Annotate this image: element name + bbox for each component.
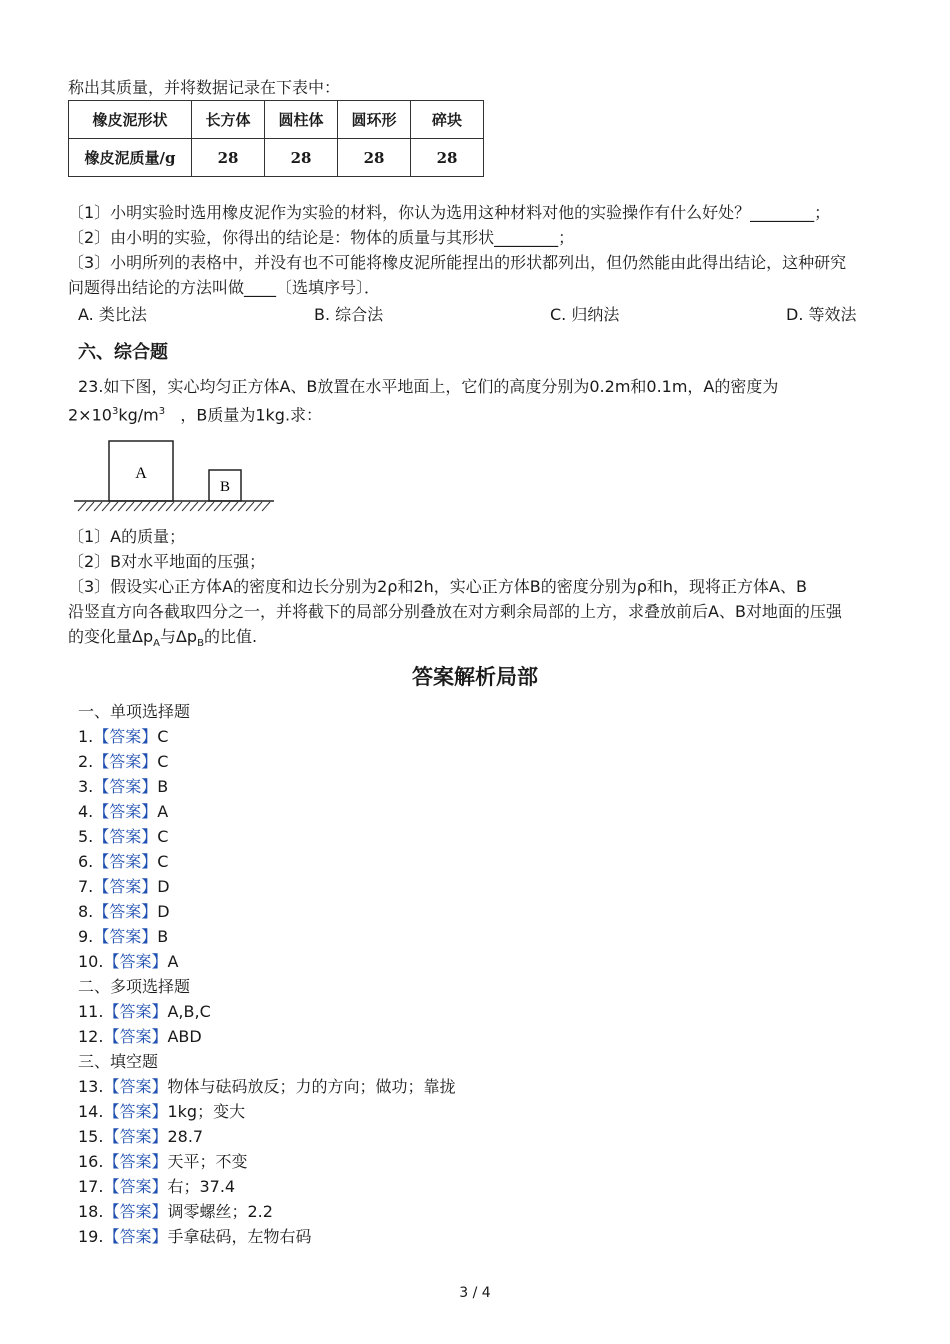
answer-tag: 【答案】 <box>103 1152 168 1171</box>
answer-num: 12. <box>78 1027 104 1046</box>
answer-num: 14. <box>78 1102 104 1121</box>
table-cell: 28 <box>338 139 411 177</box>
q23-text: 与Δp <box>159 627 198 646</box>
answer-tag: 【答案】 <box>93 752 158 771</box>
q23-text: ，B质量为1kg.求： <box>165 405 323 425</box>
answer-tag: 【答案】 <box>103 1202 168 1221</box>
answer-section-heading: 一、单项选择题 <box>78 702 191 721</box>
q23-part3-line1: 〔3〕假设实心正方体A的密度和边长分别为2ρ和2h，实心正方体B的密度分别为ρ和h，现将正方体A、B <box>68 577 807 596</box>
answer-tag: 【答案】 <box>103 952 168 971</box>
cube-b-label: B <box>219 479 231 495</box>
answer-num: 2. <box>78 752 94 771</box>
q23-line1: 23.如下图，实心均匀正方体A、B放置在水平地面上，它们的高度分别为0.2m和0.1m，A的密度为 <box>78 377 779 396</box>
q23-sup: 3 <box>158 406 166 417</box>
answer-num: 10. <box>78 952 104 971</box>
answer-num: 15. <box>78 1127 104 1146</box>
answer-value: D <box>157 902 170 921</box>
answers-title: 答案解析局部 <box>412 665 538 689</box>
answer-row <box>78 1126 203 1148</box>
table-cell: 28 <box>411 139 484 177</box>
ground-hatching <box>78 502 270 511</box>
answer-tag: 【答案】 <box>103 1027 168 1046</box>
answer-row <box>78 1026 202 1048</box>
q22-part3-line1: 〔3〕小明所列的表格中，并没有也不可能将橡皮泥所能捏出的形状都列出，但仍然能由此得出结论，这种研究 <box>68 253 847 272</box>
answer-value: C <box>157 752 169 771</box>
answer-tag: 【答案】 <box>103 1127 168 1146</box>
answer-row <box>78 1226 311 1248</box>
data-table <box>68 100 484 177</box>
q23-line2 <box>68 401 322 426</box>
answer-num: 16. <box>78 1152 104 1171</box>
answer-row <box>78 876 170 898</box>
answer-num: 19. <box>78 1227 104 1246</box>
option-d: D. 等效法 <box>786 305 857 324</box>
option-c: C. 归纳法 <box>550 305 620 324</box>
answer-value: B <box>157 927 169 946</box>
answer-num: 11. <box>78 1002 104 1021</box>
q23-part1: 〔1〕A的质量； <box>68 527 186 546</box>
answer-num: 3. <box>78 777 94 796</box>
answer-tag: 【答案】 <box>93 852 158 871</box>
answer-tag: 【答案】 <box>93 902 158 921</box>
table-cell: 28 <box>265 139 338 177</box>
answer-num: 13. <box>78 1077 104 1096</box>
page-number: 3 / 4 <box>459 1285 491 1301</box>
answer-tag: 【答案】 <box>103 1102 168 1121</box>
answer-row <box>78 951 178 973</box>
q23-text: kg/m <box>118 405 159 425</box>
answer-value: 物体与砝码放反；力的方向；做功；靠拢 <box>167 1077 456 1096</box>
cube-a-label: A <box>135 465 147 482</box>
answer-tag: 【答案】 <box>103 1002 168 1021</box>
answer-value: A <box>167 952 179 971</box>
answer-num: 1. <box>78 727 94 746</box>
table-header-cell: 橡皮泥形状 <box>69 101 192 139</box>
option-b: B. 综合法 <box>314 305 384 324</box>
section-heading: 六、综合题 <box>78 342 168 363</box>
q23-sup: 3 <box>111 406 119 417</box>
answer-value: 调零螺丝；2.2 <box>167 1202 273 1221</box>
answer-value: 1kg；变大 <box>167 1102 246 1121</box>
answer-value: C <box>157 852 169 871</box>
answer-value: C <box>157 827 169 846</box>
q22-part3-line2: 问题得出结论的方法叫做____〔选填序号〕． <box>68 278 381 297</box>
q23-sub: B <box>197 638 204 650</box>
cubes-figure <box>70 436 280 518</box>
table-cell: 圆环形 <box>338 101 411 139</box>
q23-part3-line3 <box>68 626 257 655</box>
answer-row <box>78 851 168 873</box>
answer-tag: 【答案】 <box>93 777 158 796</box>
answer-value: A <box>157 802 169 821</box>
answer-num: 9. <box>78 927 94 946</box>
answer-value: C <box>157 727 169 746</box>
table-cell: 碎块 <box>411 101 484 139</box>
answer-row <box>78 1201 273 1223</box>
answer-num: 7. <box>78 877 94 896</box>
answer-tag: 【答案】 <box>93 927 158 946</box>
answer-row <box>78 801 168 823</box>
answer-tag: 【答案】 <box>103 1227 168 1246</box>
answer-section-heading: 二、多项选择题 <box>78 977 191 996</box>
answer-row <box>78 1176 235 1198</box>
table-header-cell: 橡皮泥质量/g <box>69 139 192 177</box>
answer-row <box>78 726 168 748</box>
answer-value: 右；37.4 <box>167 1177 236 1196</box>
q23-text: 的变化量Δp <box>68 627 154 646</box>
answer-row <box>78 1151 247 1173</box>
answer-num: 18. <box>78 1202 104 1221</box>
answer-num: 4. <box>78 802 94 821</box>
answer-num: 8. <box>78 902 94 921</box>
answer-row <box>78 751 168 773</box>
q23-text: 的比值. <box>203 627 258 646</box>
answer-value: A,B,C <box>167 1002 211 1021</box>
answer-section-heading: 三、填空题 <box>78 1052 159 1071</box>
answer-row <box>78 901 170 923</box>
table-row-shape <box>69 101 484 139</box>
table-cell: 28 <box>192 139 265 177</box>
table-cell: 圆柱体 <box>265 101 338 139</box>
answer-tag: 【答案】 <box>93 727 158 746</box>
q23-text: 2×10 <box>68 405 112 425</box>
q22-part2: 〔2〕由小明的实验，你得出的结论是：物体的质量与其形状________； <box>68 228 575 247</box>
answer-row <box>78 1001 211 1023</box>
q22-part1: 〔1〕小明实验时选用橡皮泥作为实验的材料，你认为选用这种材料对他的实验操作有什么好处？________； <box>68 203 831 222</box>
answer-row <box>78 1101 245 1123</box>
q23-part2: 〔2〕B对水平地面的压强； <box>68 552 266 571</box>
answer-row <box>78 776 168 798</box>
answer-value: 天平；不变 <box>167 1152 248 1171</box>
answer-tag: 【答案】 <box>93 877 158 896</box>
answer-num: 17. <box>78 1177 104 1196</box>
answer-value: 28.7 <box>167 1127 204 1146</box>
answer-row <box>78 826 168 848</box>
answer-tag: 【答案】 <box>93 802 158 821</box>
q23-part3-line2: 沿竖直方向各截取四分之一，并将截下的局部分别叠放在对方剩余局部的上方，求叠放前后A、B对地面的压强 <box>68 602 842 621</box>
answer-value: B <box>157 777 169 796</box>
answer-row <box>78 1076 455 1098</box>
answer-row <box>78 926 168 948</box>
answer-tag: 【答案】 <box>103 1077 168 1096</box>
table-cell: 长方体 <box>192 101 265 139</box>
answer-value: ABD <box>167 1027 202 1046</box>
option-a: A. 类比法 <box>78 305 147 324</box>
answer-value: 手拿砝码，左物右码 <box>167 1227 312 1246</box>
answer-num: 5. <box>78 827 94 846</box>
answer-num: 6. <box>78 852 94 871</box>
table-row-mass <box>69 139 484 177</box>
answer-tag: 【答案】 <box>103 1177 168 1196</box>
q23-sub: A <box>153 638 160 650</box>
answer-tag: 【答案】 <box>93 827 158 846</box>
intro-text: 称出其质量，并将数据记录在下表中： <box>68 78 341 97</box>
answer-value: D <box>157 877 170 896</box>
